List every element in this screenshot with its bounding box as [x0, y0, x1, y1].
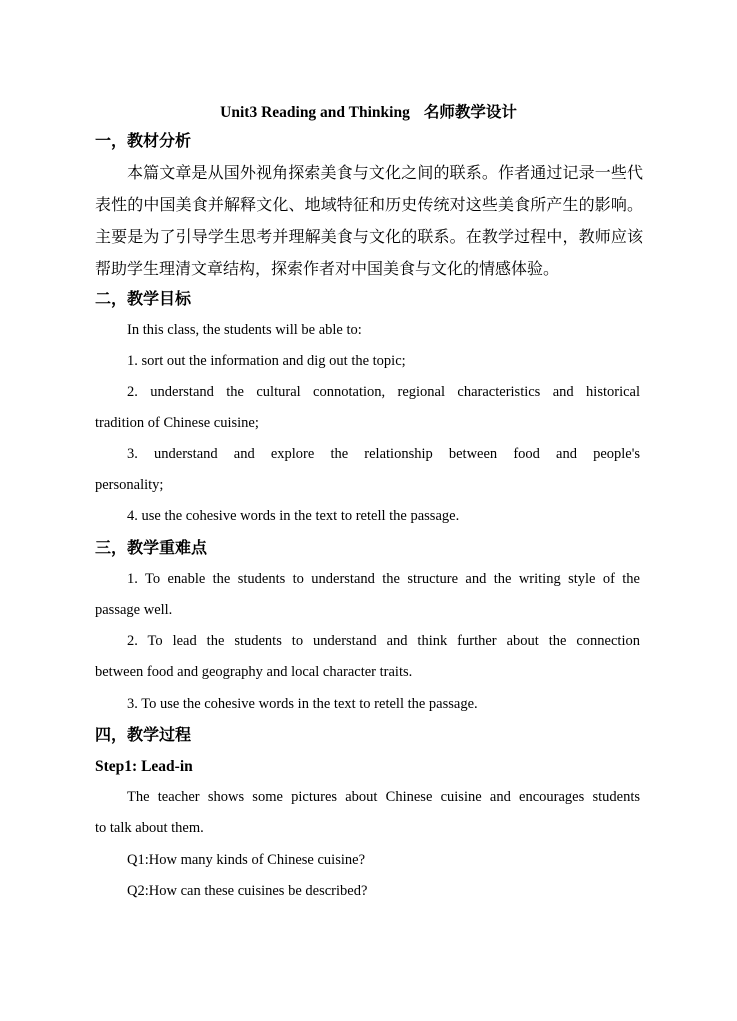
section-heading-key-difficulties: 三，教学重难点: [95, 538, 208, 557]
difficulty-item: 2. To lead the students to understand and think further about the connection: [127, 633, 640, 649]
difficulty-item-continued: passage well.: [95, 602, 173, 618]
title-chinese: 名师教学设计: [423, 103, 517, 121]
objectives-intro: In this class, the students will be able to:: [127, 322, 362, 338]
paragraph-line: 主要是为了引导学生思考并理解美食与文化的联系。在教学过程中，教师应该: [95, 227, 643, 246]
objective-item: 4. use the cohesive words in the text to retell the passage.: [127, 508, 460, 524]
step-heading: Step1: Lead-in: [95, 758, 193, 775]
paragraph-line: 本篇文章是从国外视角探索美食与文化之间的联系。作者通过记录一些代: [127, 163, 643, 182]
step-paragraph: The teacher shows some pictures about Chinese cuisine and encourages students: [127, 789, 640, 805]
paragraph-line: 帮助学生理清文章结构，探索作者对中国美食与文化的情感体验。: [95, 259, 560, 278]
objective-item-continued: personality;: [95, 477, 164, 493]
objective-item: 1. sort out the information and dig out the topic;: [127, 353, 406, 369]
question-item: Q1:How many kinds of Chinese cuisine?: [127, 852, 366, 868]
difficulty-item: 3. To use the cohesive words in the text to retell the passage.: [127, 696, 478, 712]
paragraph-line: 表性的中国美食并解释文化、地域特征和历史传统对这些美食所产生的影响。: [95, 195, 643, 214]
document-title: [0, 101, 737, 124]
section-heading-teaching-objectives: 二，教学目标: [95, 289, 192, 308]
objective-item: 3. understand and explore the relationship between food and people's: [127, 446, 640, 462]
difficulty-item: 1. To enable the students to understand the structure and the writing style of the: [127, 571, 640, 587]
objective-item-continued: tradition of Chinese cuisine;: [95, 415, 259, 431]
question-item: Q2:How can these cuisines be described?: [127, 883, 368, 899]
step-paragraph-continued: to talk about them.: [95, 820, 204, 836]
objective-item: 2. understand the cultural connotation, regional characteristics and historical: [127, 384, 640, 400]
title-english: Unit3 Reading and Thinking: [220, 104, 410, 121]
difficulty-item-continued: between food and geography and local character traits.: [95, 664, 413, 680]
section-heading-textbook-analysis: 一，教材分析: [95, 131, 192, 150]
section-heading-teaching-process: 四，教学过程: [95, 725, 192, 744]
